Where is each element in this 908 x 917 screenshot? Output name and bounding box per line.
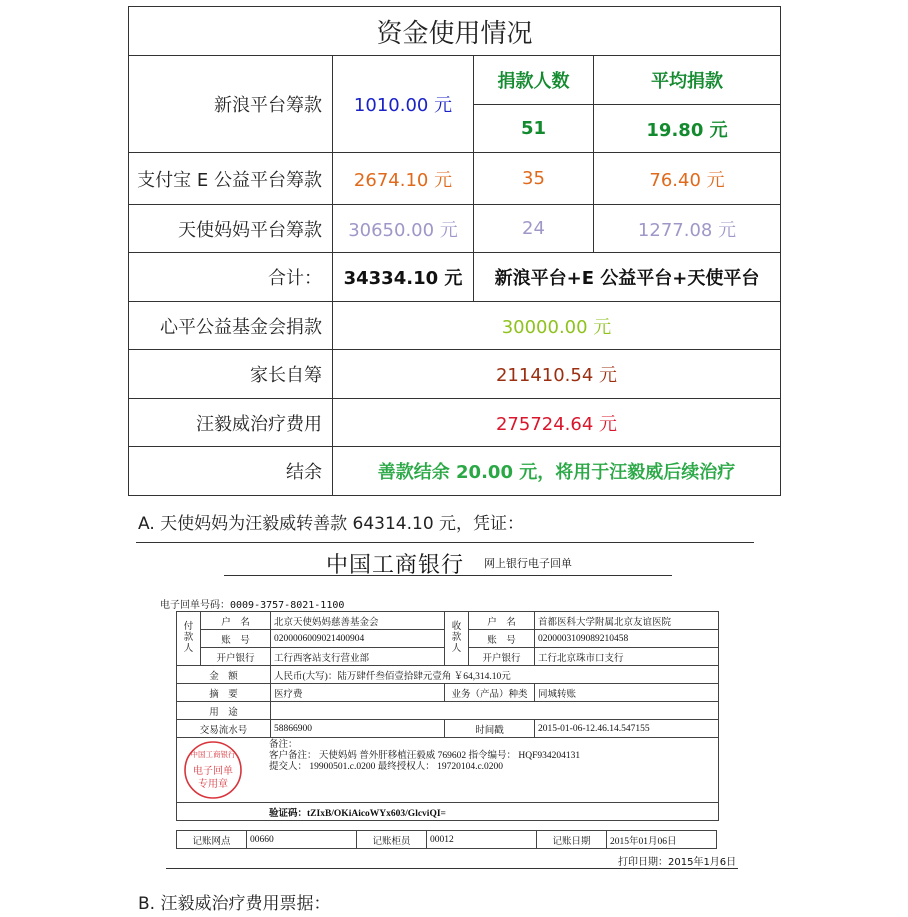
receipt-table <box>176 611 719 821</box>
timestamp-label: 时间戳 <box>445 720 535 738</box>
purpose-label: 用 途 <box>177 702 271 720</box>
header-average: 平均捐款 <box>594 56 781 105</box>
post-date-label: 记账日期 <box>537 831 607 849</box>
header-donors: 捐款人数 <box>474 56 594 105</box>
note-b: B. 汪毅威治疗费用票据： <box>138 894 331 914</box>
seal-mid-text: 电子回单 <box>193 766 233 777</box>
payer-account: 0200006009021400904 <box>271 630 445 648</box>
teller: 00012 <box>427 831 537 849</box>
divider <box>166 868 738 869</box>
timestamp-value: 2015-01-06-12.46.14.547155 <box>535 720 719 738</box>
row-label-sina: 新浪平台筹款 <box>129 56 333 153</box>
payer-name: 北京天使妈妈慈善基金会 <box>271 612 445 630</box>
row-label-xinping: 心平公益基金会捐款 <box>129 302 333 350</box>
angel-average: 1277.08 元 <box>594 205 781 253</box>
remark-line: 提交人： 19900501.c.0200 最终授权人： 19720104.c.0200 <box>269 762 504 772</box>
payer-bank-label: 开户银行 <box>201 648 271 666</box>
payer-account-label: 账 号 <box>201 630 271 648</box>
payee-bank-label: 开户银行 <box>469 648 535 666</box>
parents-amount: 211410.54 元 <box>333 350 781 399</box>
post-site: 00660 <box>247 831 357 849</box>
post-site-label: 记账网点 <box>177 831 247 849</box>
alipay-donors: 35 <box>474 153 594 205</box>
payee-label: 收款人 <box>445 612 469 666</box>
total-amount: 34334.10 元 <box>333 253 474 302</box>
row-label-balance: 结余 <box>129 447 333 496</box>
table-title: 资金使用情况 <box>129 7 781 56</box>
row-label-total: 合计： <box>129 253 333 302</box>
payee-name: 首都医科大学附属北京友谊医院 <box>535 612 719 630</box>
angel-amount: 30650.00 元 <box>333 205 474 253</box>
angel-donors: 24 <box>474 205 594 253</box>
payee-bank: 工行北京珠市口支行 <box>535 648 719 666</box>
row-label-parents: 家长自筹 <box>129 350 333 399</box>
row-label-angel: 天使妈妈平台筹款 <box>129 205 333 253</box>
serial-label: 交易流水号 <box>177 720 271 738</box>
payer-bank: 工行西客站支行营业部 <box>271 648 445 666</box>
bank-name: 中国工商银行 <box>326 553 465 578</box>
verification-code: 验证码：tZIxB/OKiAicoWYx603/GlcviQI= <box>177 803 719 821</box>
seal-top-text: 中国工商银行 <box>190 750 236 759</box>
summary-value: 医疗费 <box>271 684 445 702</box>
posting-table <box>176 830 717 849</box>
total-note: 新浪平台+E 公益平台+天使平台 <box>474 253 781 302</box>
remarks <box>269 740 580 773</box>
sina-donors: 51 <box>474 105 594 153</box>
alipay-average: 76.40 元 <box>594 153 781 205</box>
summary-label: 摘 要 <box>177 684 271 702</box>
divider <box>224 575 672 576</box>
receipt-number: 电子回单号码：0009-3757-8021-1100 <box>160 600 345 611</box>
teller-label: 记账柜员 <box>357 831 427 849</box>
payer-name-label: 户 名 <box>201 612 271 630</box>
sina-average: 19.80 元 <box>594 105 781 153</box>
fund-usage-table <box>128 6 781 496</box>
remark-line: 备注： <box>269 740 298 750</box>
payer-label: 付款人 <box>177 612 201 666</box>
seal-bottom-text: 专用章 <box>198 779 228 790</box>
amount-label: 金 额 <box>177 666 271 684</box>
bank-receipt <box>136 540 756 870</box>
row-label-alipay: 支付宝 E 公益平台筹款 <box>129 153 333 205</box>
note-a: A. 天使妈妈为汪毅威转善款 64314.10 元，凭证： <box>138 514 525 534</box>
divider <box>136 542 754 543</box>
electronic-receipt-seal <box>183 740 243 800</box>
sina-amount: 1010.00 元 <box>333 56 474 153</box>
receipt-subtitle: 网上银行电子回单 <box>484 557 572 570</box>
payee-account-label: 账 号 <box>469 630 535 648</box>
payee-name-label: 户 名 <box>469 612 535 630</box>
payee-account: 0200003109089210458 <box>535 630 719 648</box>
alipay-amount: 2674.10 元 <box>333 153 474 205</box>
remark-line: 客户备注： 天使妈妈 普外肝移植汪毅威 769602 指令编号： HQF934204131 <box>269 751 581 761</box>
print-date: 打印日期：2015年1月6日 <box>618 857 737 868</box>
xinping-amount: 30000.00 元 <box>333 302 781 350</box>
remark-cell <box>177 738 719 803</box>
post-date: 2015年01月06日 <box>607 831 717 849</box>
amount-value: 人民币(大写)：陆万肆仟叁佰壹拾肆元壹角 ￥64,314.10元 <box>271 666 719 684</box>
biz-type-label: 业务（产品）种类 <box>445 684 535 702</box>
serial-value: 58866900 <box>271 720 445 738</box>
purpose-value <box>271 702 719 720</box>
treatment-amount: 275724.64 元 <box>333 399 781 447</box>
row-label-treatment: 汪毅威治疗费用 <box>129 399 333 447</box>
balance-text: 善款结余 20.00 元，将用于汪毅威后续治疗 <box>333 447 781 496</box>
biz-type-value: 同城转账 <box>535 684 719 702</box>
